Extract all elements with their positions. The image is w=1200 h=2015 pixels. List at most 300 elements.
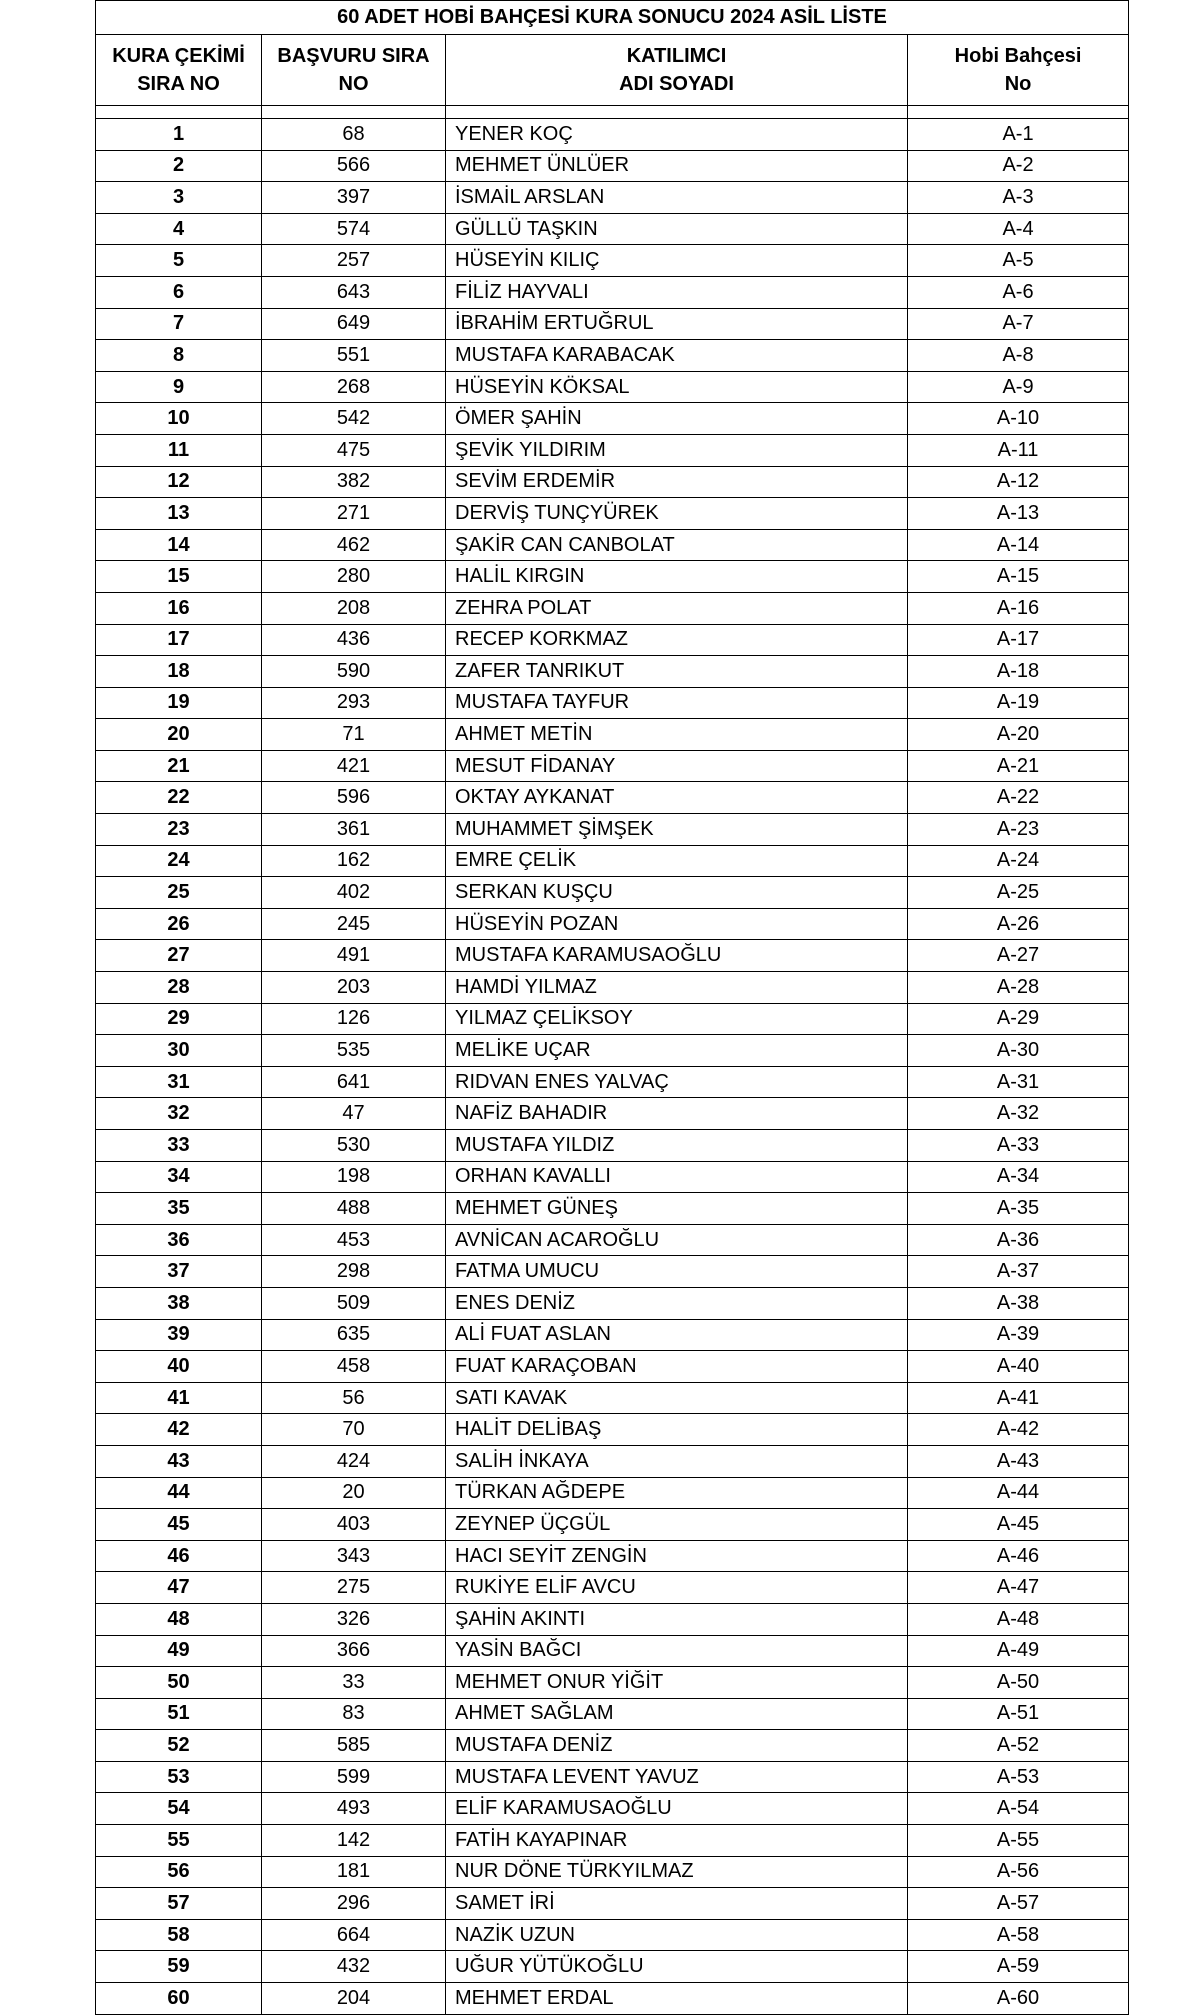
basvuru-no-cell: 551 bbox=[262, 340, 446, 372]
sira-no-cell: 40 bbox=[96, 1351, 262, 1383]
sira-no-cell: 54 bbox=[96, 1793, 262, 1825]
participant-name-cell: AHMET METİN bbox=[446, 719, 908, 751]
participant-name-cell: MESUT FİDANAY bbox=[446, 750, 908, 782]
garden-no-cell: A-11 bbox=[908, 434, 1129, 466]
basvuru-no-cell: 542 bbox=[262, 403, 446, 435]
participant-name-cell: FİLİZ HAYVALI bbox=[446, 276, 908, 308]
participant-name-cell: MUSTAFA KARABACAK bbox=[446, 340, 908, 372]
garden-no-cell: A-13 bbox=[908, 498, 1129, 530]
basvuru-no-cell: 208 bbox=[262, 592, 446, 624]
garden-no-cell: A-15 bbox=[908, 561, 1129, 593]
sira-no-cell: 49 bbox=[96, 1635, 262, 1667]
participant-name-cell: HALİT DELİBAŞ bbox=[446, 1414, 908, 1446]
table-row bbox=[96, 182, 1129, 214]
sira-no-cell: 35 bbox=[96, 1193, 262, 1225]
table-row bbox=[96, 340, 1129, 372]
basvuru-no-cell: 268 bbox=[262, 371, 446, 403]
header-kura-sira bbox=[96, 35, 262, 106]
garden-no-cell: A-56 bbox=[908, 1856, 1129, 1888]
basvuru-no-cell: 343 bbox=[262, 1540, 446, 1572]
sira-no-cell: 37 bbox=[96, 1256, 262, 1288]
garden-no-cell: A-22 bbox=[908, 782, 1129, 814]
table-row bbox=[96, 624, 1129, 656]
participant-name-cell: MELİKE UÇAR bbox=[446, 1035, 908, 1067]
basvuru-no-cell: 664 bbox=[262, 1919, 446, 1951]
sira-no-cell: 46 bbox=[96, 1540, 262, 1572]
basvuru-no-cell: 257 bbox=[262, 245, 446, 277]
basvuru-no-cell: 535 bbox=[262, 1035, 446, 1067]
garden-no-cell: A-57 bbox=[908, 1888, 1129, 1920]
garden-no-cell: A-12 bbox=[908, 466, 1129, 498]
sira-no-cell: 55 bbox=[96, 1825, 262, 1857]
table-row bbox=[96, 719, 1129, 751]
table-row bbox=[96, 1856, 1129, 1888]
basvuru-no-cell: 204 bbox=[262, 1983, 446, 2015]
basvuru-no-cell: 326 bbox=[262, 1603, 446, 1635]
table-row bbox=[96, 1098, 1129, 1130]
header-basvuru-sira-line1: BAŞVURU SIRA bbox=[277, 45, 430, 67]
participant-name-cell: RECEP KORKMAZ bbox=[446, 624, 908, 656]
table-row bbox=[96, 1983, 1129, 2015]
table-row bbox=[96, 940, 1129, 972]
participant-name-cell: NUR DÖNE TÜRKYILMAZ bbox=[446, 1856, 908, 1888]
participant-name-cell: ŞAHİN AKINTI bbox=[446, 1603, 908, 1635]
participant-name-cell: MUSTAFA LEVENT YAVUZ bbox=[446, 1761, 908, 1793]
table-row bbox=[96, 1698, 1129, 1730]
participant-name-cell: YENER KOÇ bbox=[446, 119, 908, 151]
basvuru-no-cell: 366 bbox=[262, 1635, 446, 1667]
participant-name-cell: ZEYNEP ÜÇGÜL bbox=[446, 1509, 908, 1541]
basvuru-no-cell: 403 bbox=[262, 1509, 446, 1541]
garden-no-cell: A-52 bbox=[908, 1730, 1129, 1762]
sira-no-cell: 8 bbox=[96, 340, 262, 372]
participant-name-cell: NAZİK UZUN bbox=[446, 1919, 908, 1951]
garden-no-cell: A-19 bbox=[908, 687, 1129, 719]
table-row bbox=[96, 1161, 1129, 1193]
garden-no-cell: A-16 bbox=[908, 592, 1129, 624]
table-row bbox=[96, 1066, 1129, 1098]
basvuru-no-cell: 162 bbox=[262, 845, 446, 877]
sira-no-cell: 10 bbox=[96, 403, 262, 435]
table-row bbox=[96, 1730, 1129, 1762]
table-row bbox=[96, 276, 1129, 308]
sira-no-cell: 56 bbox=[96, 1856, 262, 1888]
participant-name-cell: HALİL KIRGIN bbox=[446, 561, 908, 593]
participant-name-cell: MEHMET ERDAL bbox=[446, 1983, 908, 2015]
garden-no-cell: A-48 bbox=[908, 1603, 1129, 1635]
sira-no-cell: 24 bbox=[96, 845, 262, 877]
garden-no-cell: A-14 bbox=[908, 529, 1129, 561]
sira-no-cell: 23 bbox=[96, 814, 262, 846]
garden-no-cell: A-38 bbox=[908, 1287, 1129, 1319]
participant-name-cell: YASİN BAĞCI bbox=[446, 1635, 908, 1667]
basvuru-no-cell: 275 bbox=[262, 1572, 446, 1604]
participant-name-cell: GÜLLÜ TAŞKIN bbox=[446, 213, 908, 245]
participant-name-cell: HAMDİ YILMAZ bbox=[446, 972, 908, 1004]
spacer-cell bbox=[908, 106, 1129, 119]
basvuru-no-cell: 56 bbox=[262, 1382, 446, 1414]
participant-name-cell: AHMET SAĞLAM bbox=[446, 1698, 908, 1730]
table-row bbox=[96, 1572, 1129, 1604]
sira-no-cell: 51 bbox=[96, 1698, 262, 1730]
participant-name-cell: MEHMET ÜNLÜER bbox=[446, 150, 908, 182]
table-row bbox=[96, 1477, 1129, 1509]
basvuru-no-cell: 397 bbox=[262, 182, 446, 214]
table-row bbox=[96, 1635, 1129, 1667]
sira-no-cell: 6 bbox=[96, 276, 262, 308]
header-kura-sira-line1: KURA ÇEKİMİ bbox=[112, 45, 245, 67]
sira-no-cell: 31 bbox=[96, 1066, 262, 1098]
header-hobi-bahcesi-line1: Hobi Bahçesi bbox=[954, 45, 1082, 67]
sira-no-cell: 2 bbox=[96, 150, 262, 182]
basvuru-no-cell: 126 bbox=[262, 1003, 446, 1035]
sira-no-cell: 27 bbox=[96, 940, 262, 972]
participant-name-cell: MEHMET GÜNEŞ bbox=[446, 1193, 908, 1225]
table-row bbox=[96, 1667, 1129, 1699]
garden-no-cell: A-58 bbox=[908, 1919, 1129, 1951]
header-basvuru-sira bbox=[262, 35, 446, 106]
sira-no-cell: 17 bbox=[96, 624, 262, 656]
table-row bbox=[96, 814, 1129, 846]
basvuru-no-cell: 271 bbox=[262, 498, 446, 530]
table-row bbox=[96, 150, 1129, 182]
basvuru-no-cell: 453 bbox=[262, 1224, 446, 1256]
garden-no-cell: A-41 bbox=[908, 1382, 1129, 1414]
basvuru-no-cell: 436 bbox=[262, 624, 446, 656]
participant-name-cell: HÜSEYİN KÖKSAL bbox=[446, 371, 908, 403]
table-row bbox=[96, 750, 1129, 782]
table-row bbox=[96, 1761, 1129, 1793]
document-title: 60 ADET HOBİ BAHÇESİ KURA SONUCU 2024 ASİL LİSTE bbox=[96, 1, 1129, 35]
table-row bbox=[96, 119, 1129, 151]
basvuru-no-cell: 280 bbox=[262, 561, 446, 593]
garden-no-cell: A-42 bbox=[908, 1414, 1129, 1446]
table-row bbox=[96, 782, 1129, 814]
sira-no-cell: 25 bbox=[96, 877, 262, 909]
participant-name-cell: MEHMET ONUR YİĞİT bbox=[446, 1667, 908, 1699]
basvuru-no-cell: 20 bbox=[262, 1477, 446, 1509]
participant-name-cell: MUSTAFA YILDIZ bbox=[446, 1130, 908, 1162]
garden-no-cell: A-18 bbox=[908, 656, 1129, 688]
sira-no-cell: 20 bbox=[96, 719, 262, 751]
garden-no-cell: A-17 bbox=[908, 624, 1129, 656]
sira-no-cell: 30 bbox=[96, 1035, 262, 1067]
participant-name-cell: SATI KAVAK bbox=[446, 1382, 908, 1414]
basvuru-no-cell: 296 bbox=[262, 1888, 446, 1920]
garden-no-cell: A-25 bbox=[908, 877, 1129, 909]
table-row bbox=[96, 877, 1129, 909]
table-row bbox=[96, 1414, 1129, 1446]
results-body bbox=[96, 119, 1129, 2015]
basvuru-no-cell: 198 bbox=[262, 1161, 446, 1193]
participant-name-cell: ELİF KARAMUSAOĞLU bbox=[446, 1793, 908, 1825]
garden-no-cell: A-10 bbox=[908, 403, 1129, 435]
participant-name-cell: ALİ FUAT ASLAN bbox=[446, 1319, 908, 1351]
garden-no-cell: A-54 bbox=[908, 1793, 1129, 1825]
garden-no-cell: A-39 bbox=[908, 1319, 1129, 1351]
sira-no-cell: 53 bbox=[96, 1761, 262, 1793]
table-row bbox=[96, 1003, 1129, 1035]
participant-name-cell: OKTAY AYKANAT bbox=[446, 782, 908, 814]
sira-no-cell: 33 bbox=[96, 1130, 262, 1162]
participant-name-cell: FATİH KAYAPINAR bbox=[446, 1825, 908, 1857]
garden-no-cell: A-20 bbox=[908, 719, 1129, 751]
sira-no-cell: 38 bbox=[96, 1287, 262, 1319]
basvuru-no-cell: 458 bbox=[262, 1351, 446, 1383]
sira-no-cell: 11 bbox=[96, 434, 262, 466]
table-row bbox=[96, 1382, 1129, 1414]
table-row bbox=[96, 845, 1129, 877]
participant-name-cell: HACI SEYİT ZENGİN bbox=[446, 1540, 908, 1572]
sira-no-cell: 48 bbox=[96, 1603, 262, 1635]
sira-no-cell: 36 bbox=[96, 1224, 262, 1256]
garden-no-cell: A-21 bbox=[908, 750, 1129, 782]
sira-no-cell: 3 bbox=[96, 182, 262, 214]
participant-name-cell: ÖMER ŞAHİN bbox=[446, 403, 908, 435]
basvuru-no-cell: 566 bbox=[262, 150, 446, 182]
table-row bbox=[96, 213, 1129, 245]
table-row bbox=[96, 529, 1129, 561]
table-row bbox=[96, 308, 1129, 340]
table-row bbox=[96, 1445, 1129, 1477]
participant-name-cell: SEVİM ERDEMİR bbox=[446, 466, 908, 498]
header-basvuru-sira-line2: NO bbox=[338, 73, 369, 95]
garden-no-cell: A-28 bbox=[908, 972, 1129, 1004]
sira-no-cell: 57 bbox=[96, 1888, 262, 1920]
table-row bbox=[96, 687, 1129, 719]
participant-name-cell: SALİH İNKAYA bbox=[446, 1445, 908, 1477]
sira-no-cell: 39 bbox=[96, 1319, 262, 1351]
garden-no-cell: A-49 bbox=[908, 1635, 1129, 1667]
garden-no-cell: A-40 bbox=[908, 1351, 1129, 1383]
sira-no-cell: 16 bbox=[96, 592, 262, 624]
sira-no-cell: 32 bbox=[96, 1098, 262, 1130]
basvuru-no-cell: 402 bbox=[262, 877, 446, 909]
participant-name-cell: ZEHRA POLAT bbox=[446, 592, 908, 624]
header-katilimci-line1: KATILIMCI bbox=[626, 45, 727, 67]
garden-no-cell: A-50 bbox=[908, 1667, 1129, 1699]
table-row bbox=[96, 1287, 1129, 1319]
garden-no-cell: A-31 bbox=[908, 1066, 1129, 1098]
table-row bbox=[96, 908, 1129, 940]
basvuru-no-cell: 245 bbox=[262, 908, 446, 940]
garden-no-cell: A-53 bbox=[908, 1761, 1129, 1793]
title-row bbox=[96, 1, 1129, 35]
basvuru-no-cell: 421 bbox=[262, 750, 446, 782]
participant-name-cell: HÜSEYİN KILIÇ bbox=[446, 245, 908, 277]
basvuru-no-cell: 142 bbox=[262, 1825, 446, 1857]
participant-name-cell: MUSTAFA TAYFUR bbox=[446, 687, 908, 719]
participant-name-cell: AVNİCAN ACAROĞLU bbox=[446, 1224, 908, 1256]
participant-name-cell: ŞAKİR CAN CANBOLAT bbox=[446, 529, 908, 561]
spacer-cell bbox=[446, 106, 908, 119]
sira-no-cell: 5 bbox=[96, 245, 262, 277]
spacer-cell bbox=[262, 106, 446, 119]
garden-no-cell: A-47 bbox=[908, 1572, 1129, 1604]
garden-no-cell: A-34 bbox=[908, 1161, 1129, 1193]
sira-no-cell: 43 bbox=[96, 1445, 262, 1477]
results-table bbox=[95, 0, 1129, 2015]
basvuru-no-cell: 382 bbox=[262, 466, 446, 498]
basvuru-no-cell: 203 bbox=[262, 972, 446, 1004]
header-spacer bbox=[96, 106, 1129, 119]
sira-no-cell: 47 bbox=[96, 1572, 262, 1604]
participant-name-cell: NAFİZ BAHADIR bbox=[446, 1098, 908, 1130]
sira-no-cell: 41 bbox=[96, 1382, 262, 1414]
basvuru-no-cell: 641 bbox=[262, 1066, 446, 1098]
sira-no-cell: 44 bbox=[96, 1477, 262, 1509]
sira-no-cell: 42 bbox=[96, 1414, 262, 1446]
garden-no-cell: A-37 bbox=[908, 1256, 1129, 1288]
table-row bbox=[96, 1035, 1129, 1067]
garden-no-cell: A-5 bbox=[908, 245, 1129, 277]
table-row bbox=[96, 1951, 1129, 1983]
sira-no-cell: 21 bbox=[96, 750, 262, 782]
garden-no-cell: A-2 bbox=[908, 150, 1129, 182]
garden-no-cell: A-1 bbox=[908, 119, 1129, 151]
basvuru-no-cell: 47 bbox=[262, 1098, 446, 1130]
sira-no-cell: 60 bbox=[96, 1983, 262, 2015]
basvuru-no-cell: 475 bbox=[262, 434, 446, 466]
table-row bbox=[96, 972, 1129, 1004]
garden-no-cell: A-45 bbox=[908, 1509, 1129, 1541]
sira-no-cell: 58 bbox=[96, 1919, 262, 1951]
garden-no-cell: A-9 bbox=[908, 371, 1129, 403]
garden-no-cell: A-44 bbox=[908, 1477, 1129, 1509]
participant-name-cell: YILMAZ ÇELİKSOY bbox=[446, 1003, 908, 1035]
basvuru-no-cell: 643 bbox=[262, 276, 446, 308]
table-row bbox=[96, 466, 1129, 498]
basvuru-no-cell: 509 bbox=[262, 1287, 446, 1319]
sira-no-cell: 29 bbox=[96, 1003, 262, 1035]
sira-no-cell: 9 bbox=[96, 371, 262, 403]
sira-no-cell: 12 bbox=[96, 466, 262, 498]
sira-no-cell: 34 bbox=[96, 1161, 262, 1193]
table-row bbox=[96, 1130, 1129, 1162]
participant-name-cell: ŞEVİK YILDIRIM bbox=[446, 434, 908, 466]
table-row bbox=[96, 1603, 1129, 1635]
basvuru-no-cell: 635 bbox=[262, 1319, 446, 1351]
table-row bbox=[96, 498, 1129, 530]
sira-no-cell: 45 bbox=[96, 1509, 262, 1541]
sira-no-cell: 15 bbox=[96, 561, 262, 593]
basvuru-no-cell: 590 bbox=[262, 656, 446, 688]
sira-no-cell: 26 bbox=[96, 908, 262, 940]
basvuru-no-cell: 530 bbox=[262, 1130, 446, 1162]
basvuru-no-cell: 424 bbox=[262, 1445, 446, 1477]
garden-no-cell: A-6 bbox=[908, 276, 1129, 308]
garden-no-cell: A-46 bbox=[908, 1540, 1129, 1572]
participant-name-cell: FATMA UMUCU bbox=[446, 1256, 908, 1288]
table-row bbox=[96, 1919, 1129, 1951]
participant-name-cell: FUAT KARAÇOBAN bbox=[446, 1351, 908, 1383]
table-row bbox=[96, 1256, 1129, 1288]
basvuru-no-cell: 181 bbox=[262, 1856, 446, 1888]
garden-no-cell: A-60 bbox=[908, 1983, 1129, 2015]
participant-name-cell: DERVİŞ TUNÇYÜREK bbox=[446, 498, 908, 530]
table-row bbox=[96, 592, 1129, 624]
sira-no-cell: 4 bbox=[96, 213, 262, 245]
participant-name-cell: ORHAN KAVALLI bbox=[446, 1161, 908, 1193]
table-row bbox=[96, 1351, 1129, 1383]
sira-no-cell: 59 bbox=[96, 1951, 262, 1983]
sira-no-cell: 7 bbox=[96, 308, 262, 340]
participant-name-cell: MUSTAFA DENİZ bbox=[446, 1730, 908, 1762]
table-row bbox=[96, 1540, 1129, 1572]
participant-name-cell: UĞUR YÜTÜKOĞLU bbox=[446, 1951, 908, 1983]
garden-no-cell: A-55 bbox=[908, 1825, 1129, 1857]
sira-no-cell: 28 bbox=[96, 972, 262, 1004]
sira-no-cell: 13 bbox=[96, 498, 262, 530]
table-row bbox=[96, 656, 1129, 688]
spacer-cell bbox=[96, 106, 262, 119]
participant-name-cell: SERKAN KUŞÇU bbox=[446, 877, 908, 909]
garden-no-cell: A-43 bbox=[908, 1445, 1129, 1477]
header-hobi-bahcesi bbox=[908, 35, 1129, 106]
table-row bbox=[96, 403, 1129, 435]
garden-no-cell: A-32 bbox=[908, 1098, 1129, 1130]
basvuru-no-cell: 574 bbox=[262, 213, 446, 245]
basvuru-no-cell: 361 bbox=[262, 814, 446, 846]
basvuru-no-cell: 493 bbox=[262, 1793, 446, 1825]
sira-no-cell: 50 bbox=[96, 1667, 262, 1699]
basvuru-no-cell: 488 bbox=[262, 1193, 446, 1225]
table-row bbox=[96, 561, 1129, 593]
sira-no-cell: 1 bbox=[96, 119, 262, 151]
table-row bbox=[96, 434, 1129, 466]
garden-no-cell: A-59 bbox=[908, 1951, 1129, 1983]
sira-no-cell: 52 bbox=[96, 1730, 262, 1762]
participant-name-cell: HÜSEYİN POZAN bbox=[446, 908, 908, 940]
table-row bbox=[96, 1509, 1129, 1541]
garden-no-cell: A-3 bbox=[908, 182, 1129, 214]
basvuru-no-cell: 83 bbox=[262, 1698, 446, 1730]
basvuru-no-cell: 68 bbox=[262, 119, 446, 151]
garden-no-cell: A-24 bbox=[908, 845, 1129, 877]
participant-name-cell: ENES DENİZ bbox=[446, 1287, 908, 1319]
garden-no-cell: A-51 bbox=[908, 1698, 1129, 1730]
header-kura-sira-line2: SIRA NO bbox=[137, 73, 220, 95]
participant-name-cell: İBRAHİM ERTUĞRUL bbox=[446, 308, 908, 340]
basvuru-no-cell: 462 bbox=[262, 529, 446, 561]
header-hobi-bahcesi-line2: No bbox=[1004, 73, 1032, 95]
garden-no-cell: A-30 bbox=[908, 1035, 1129, 1067]
participant-name-cell: TÜRKAN AĞDEPE bbox=[446, 1477, 908, 1509]
garden-no-cell: A-27 bbox=[908, 940, 1129, 972]
table-row bbox=[96, 1319, 1129, 1351]
basvuru-no-cell: 71 bbox=[262, 719, 446, 751]
participant-name-cell: İSMAİL ARSLAN bbox=[446, 182, 908, 214]
participant-name-cell: MUSTAFA KARAMUSAOĞLU bbox=[446, 940, 908, 972]
basvuru-no-cell: 33 bbox=[262, 1667, 446, 1699]
sira-no-cell: 18 bbox=[96, 656, 262, 688]
participant-name-cell: ZAFER TANRIKUT bbox=[446, 656, 908, 688]
header-katilimci bbox=[446, 35, 908, 106]
basvuru-no-cell: 432 bbox=[262, 1951, 446, 1983]
table-row bbox=[96, 1888, 1129, 1920]
table-row bbox=[96, 1825, 1129, 1857]
basvuru-no-cell: 599 bbox=[262, 1761, 446, 1793]
sira-no-cell: 14 bbox=[96, 529, 262, 561]
garden-no-cell: A-8 bbox=[908, 340, 1129, 372]
garden-no-cell: A-35 bbox=[908, 1193, 1129, 1225]
sira-no-cell: 22 bbox=[96, 782, 262, 814]
basvuru-no-cell: 585 bbox=[262, 1730, 446, 1762]
garden-no-cell: A-4 bbox=[908, 213, 1129, 245]
sira-no-cell: 19 bbox=[96, 687, 262, 719]
table-row bbox=[96, 1193, 1129, 1225]
garden-no-cell: A-7 bbox=[908, 308, 1129, 340]
